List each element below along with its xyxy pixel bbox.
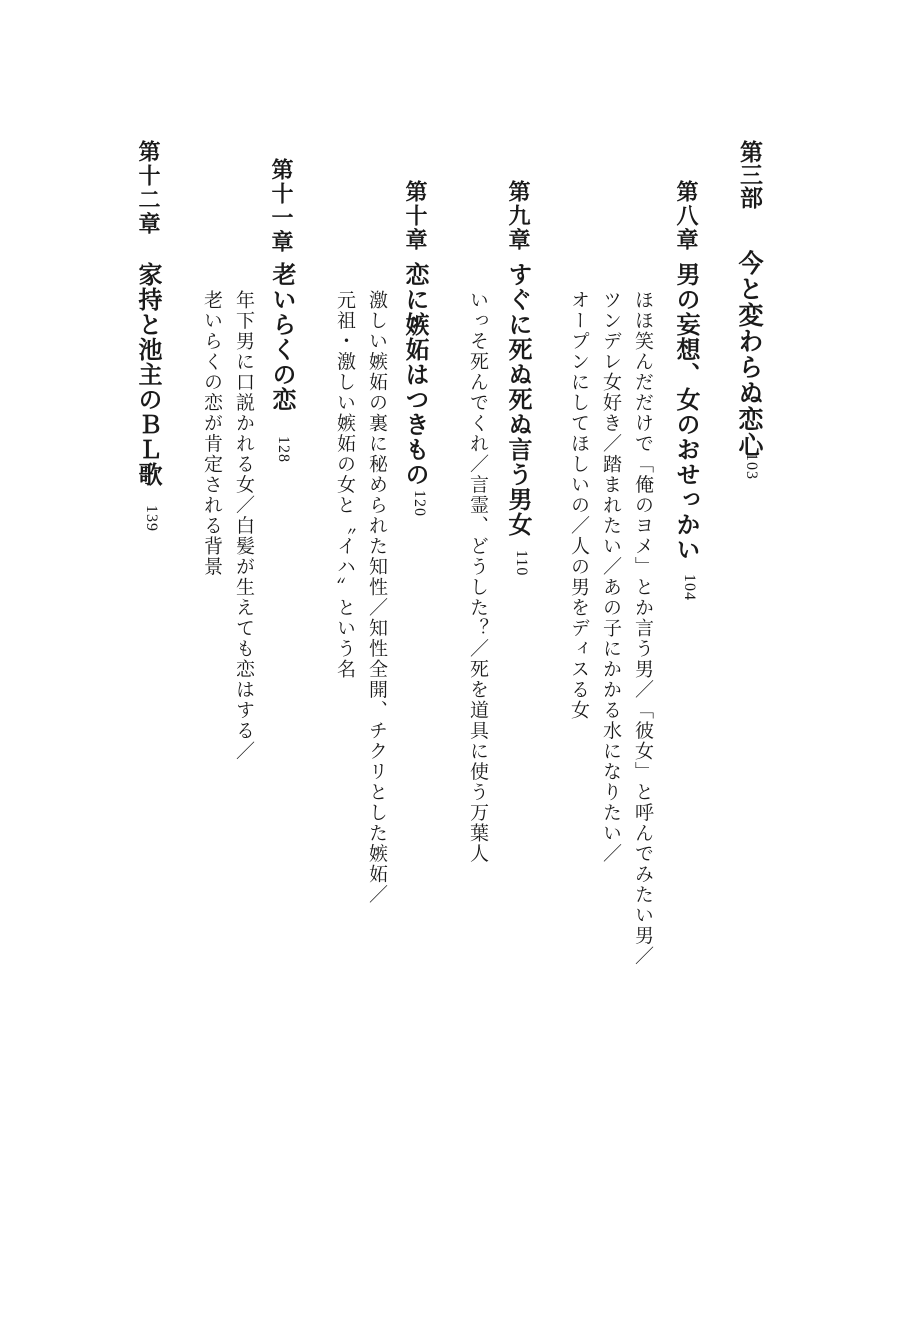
chapter-10-page-number: 120: [411, 490, 428, 517]
chapter-8-subtitle-2: ツンデレ女好き／踏まれたい／あの子にかかる水になりたい／: [600, 290, 622, 864]
chapter-10-title: 恋に嫉妬はつきもの: [401, 262, 430, 487]
chapter-11-page-number: 128: [275, 436, 292, 463]
chapter-12-title: 家持と池主のＢＬ歌: [134, 262, 163, 487]
chapter-11-label: 第十一章: [268, 158, 294, 254]
part-page-number: 103: [743, 453, 760, 480]
chapter-10-subtitle-2: 元祖・激しい嫉妬の女と〝イハ〟という名: [334, 290, 356, 680]
chapter-8-subtitle-1: ほほ笑んだだけで「俺のヨメ」とか言う男／「彼女」と呼んでみたい男／: [632, 290, 654, 967]
chapter-9-subtitle-1: いっそ死んでくれ／言霊、どうした？／死を道具に使う万葉人: [467, 290, 489, 864]
chapter-12-page-number: 139: [143, 505, 160, 532]
chapter-11-subtitle-2: 老いらくの恋が肯定される背景: [201, 290, 223, 577]
chapter-11-title: 老いらくの恋: [268, 262, 297, 412]
chapter-8-title: 男の妄想、女のおせっかい: [672, 262, 701, 562]
chapter-10-label: 第十章: [402, 180, 428, 252]
chapter-8-label: 第八章: [673, 180, 699, 252]
chapter-11-subtitle-1: 年下男に口説かれる女／白髪が生えても恋はする／: [233, 290, 255, 762]
chapter-9-label: 第九章: [505, 180, 531, 252]
chapter-10-subtitle-1: 激しい嫉妬の裏に秘められた知性／知性全開、チクリとした嫉妬／: [366, 290, 388, 905]
chapter-9-title: すぐに死ぬ死ぬ言う男女: [504, 262, 533, 537]
chapter-8-page-number: 104: [681, 574, 698, 601]
chapter-12-label: 第十二章: [135, 140, 161, 236]
chapter-9-page-number: 110: [513, 550, 530, 577]
part-title: 今と変わらぬ恋心: [735, 250, 764, 458]
chapter-8-subtitle-3: オープンにしてほしいの／人の男をディスる女: [568, 290, 590, 721]
part-label: 第三部: [736, 140, 763, 209]
